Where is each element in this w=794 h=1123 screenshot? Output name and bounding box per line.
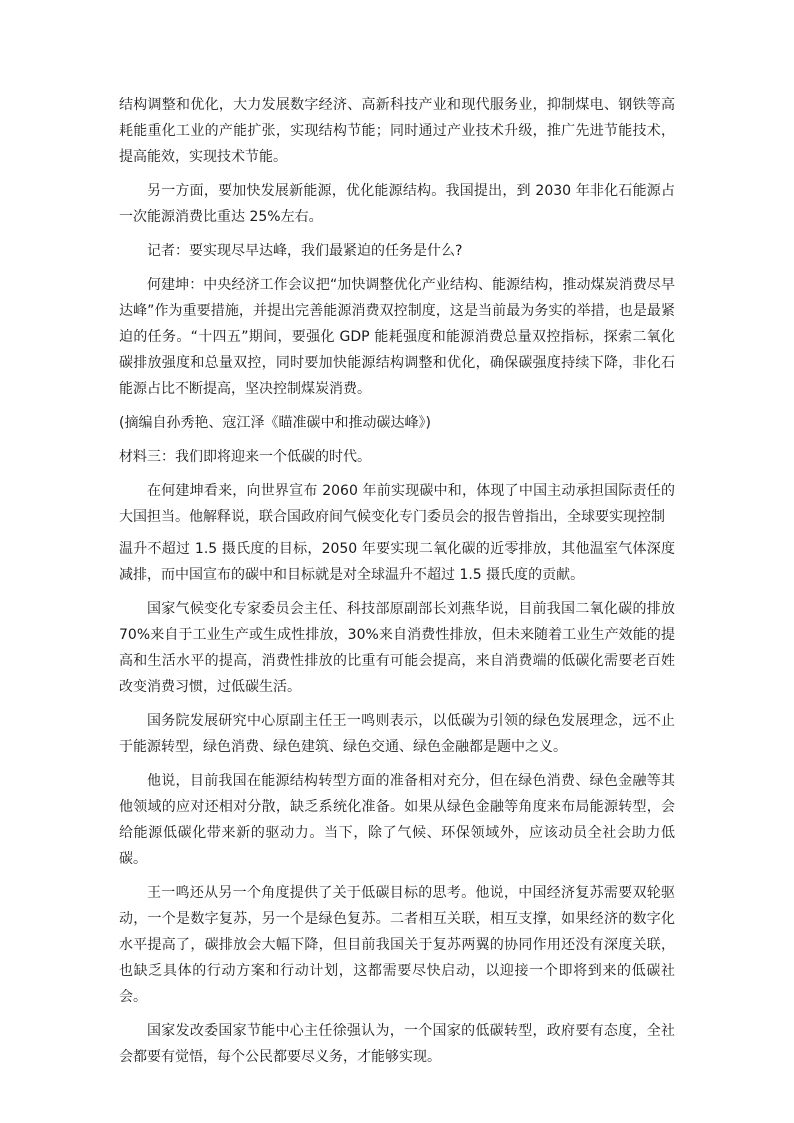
paragraph-material-three-heading: 材料三：我们即将迎来一个低碳的时代。 [119, 449, 371, 465]
paragraph-temperature-target: 温升不超过 1.5 摄氏度的目标，2050 年要实现二氧化碳的近零排放，其他温室气体深度减排，而中国宣布的碳中和目标就是对全球温升不超过 1.5 摄氏度的贡献。 [119, 541, 675, 583]
paragraph-structure-adjustment: 结构调整和优化，大力发展数字经济、高新科技产业和现代服务业，抑制煤电、钢铁等高耗能重化工业的产能扩张，实现结构节能；同时通过产业技术升级，推广先进节能技术，提高能效，实现技术节能。 [119, 97, 675, 165]
paragraph-he-jiankun-answer: 何建坤：中央经济工作会议把“加快调整优化产业结构、能源结构，推动煤炭消费尽早达峰”作为重要措施，并提出完善能源消费双控制度，这是当前最为务实的举措，也是最紧迫的任务。“十四五”期间，要强化 GDP 能耗强度和能源消费总量双控指标，探索二氧化碳排放强度和总量双控，同时要加快能源结构调整和优化，确保碳强度持续下降，非化石能源占比不断提高，坚决控制煤炭消费。 [119, 277, 675, 397]
document-body [119, 92, 675, 1070]
paragraph-wang-yiming: 国务院发展研究中心原副主任王一鸣则表示，以低碳为引领的绿色发展理念，远不止于能源转型，绿色消费、绿色建筑、绿色交通、绿色金融都是题中之义。 [119, 713, 675, 755]
paragraph-new-energy: 另一方面，要加快发展新能源，优化能源结构。我国提出，到 2030 年非化石能源占一次能源消费比重达 25%左右。 [119, 183, 675, 225]
paragraph-xu-qiang: 国家发改委国家节能中心主任徐强认为，一个国家的低碳转型，政府要有态度，全社会都要有觉悟，每个公民都要尽义务，才能够实现。 [119, 1023, 675, 1065]
paragraph-carbon-neutrality-commitment: 在何建坤看来，向世界宣布 2060 年前实现碳中和，体现了中国主动承担国际责任的大国担当。他解释说，联合国政府间气候变化专门委员会的报告曾指出，全球要实现控制 [119, 483, 675, 525]
paragraph-reporter-question: 记者：要实现尽早达峰，我们最紧迫的任务是什么? [147, 243, 463, 259]
paragraph-green-finance: 他说，目前我国在能源结构转型方面的准备相对充分，但在绿色消费、绿色金融等其他领域的应对还相对分散，缺乏系统化准备。如果从绿色金融等角度来布局能源转型，会给能源低碳化带来新的驱动力。当下，除了气候、环保领域外，应该动员全社会助力低碳。 [119, 773, 675, 867]
paragraph-liu-yanhua: 国家气候变化专家委员会主任、科技部原副部长刘燕华说，目前我国二氧化碳的排放 70%来自于工业生产或生成性排放，30%来自消费性排放，但未来随着工业生产效能的提高和生活水平的提高，消费性排放的比重有可能会提高，来自消费端的低碳化需要老百姓改变消费习惯，过低碳生活。 [119, 601, 675, 695]
paragraph-dual-recovery: 王一鸣还从另一个角度提供了关于低碳目标的思考。他说，中国经济复苏需要双轮驱动，一个是数字复苏，另一个是绿色复苏。二者相互关联，相互支撑，如果经济的数字化水平提高了，碳排放会大幅下降，但目前我国关于复苏两翼的协同作用还没有深度关联，也缺乏具体的行动方案和行动计划，这都需要尽快启动，以迎接一个即将到来的低碳社会。 [119, 885, 675, 1005]
paragraph-source-citation: (摘编自孙秀艳、寇江泽《瞄准碳中和推动碳达峰》) [119, 415, 431, 431]
